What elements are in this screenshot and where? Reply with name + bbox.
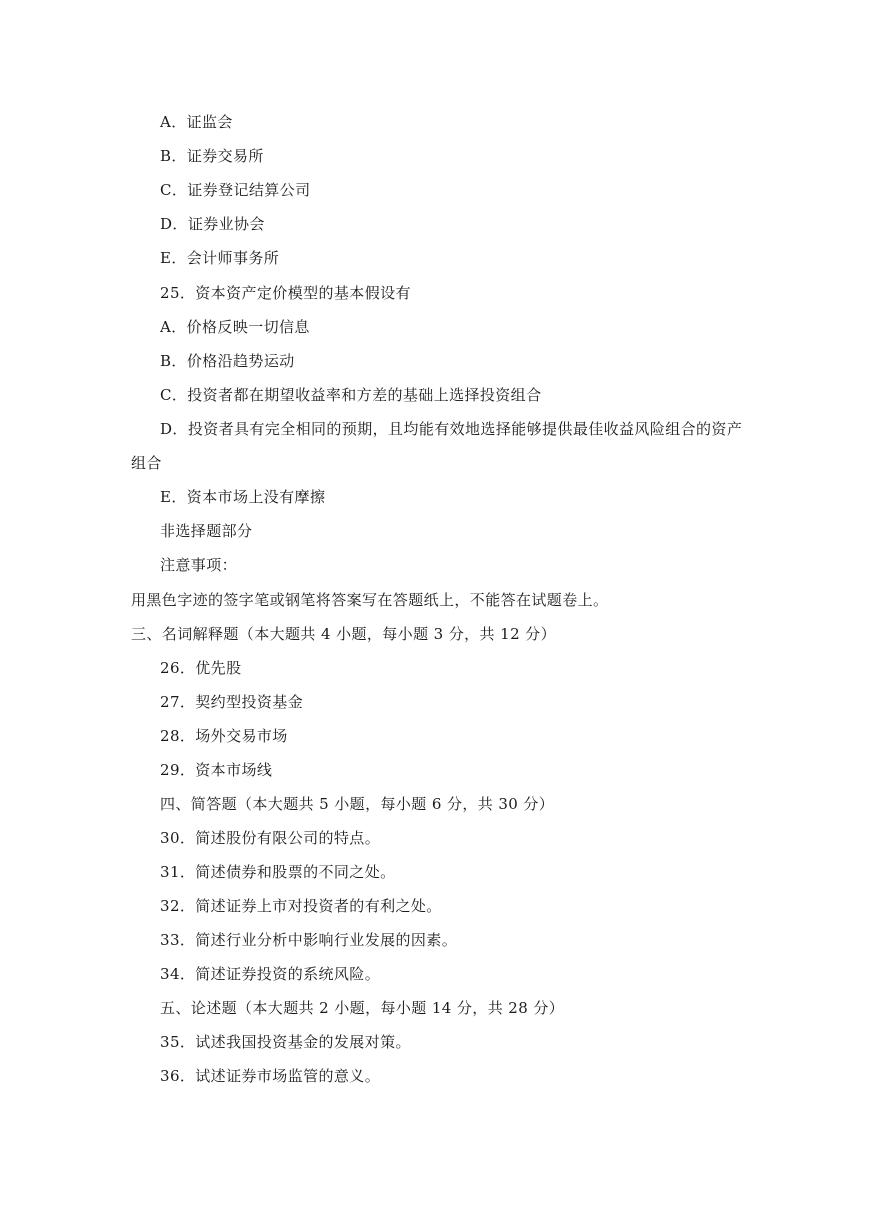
question-26: 26．优先股 xyxy=(160,659,242,677)
question-28: 28．场外交易市场 xyxy=(160,727,288,745)
question-25-option-c: C．投资者都在期望收益率和方差的基础上选择投资组合 xyxy=(160,386,542,404)
notice-text: 用黑色字迹的签字笔或钢笔将答案写在答题纸上，不能答在试题卷上。 xyxy=(131,591,609,609)
question-27: 27．契约型投资基金 xyxy=(160,693,304,711)
question-33: 33．简述行业分析中影响行业发展的因素。 xyxy=(160,931,458,949)
question-25-option-e: E．资本市场上没有摩擦 xyxy=(160,488,326,506)
section-non-choice-heading: 非选择题部分 xyxy=(160,522,253,540)
question-25-option-d: D．投资者具有完全相同的预期，且均能有效地选择能够提供最佳收益风险组合的资产 xyxy=(160,420,743,438)
option-a-csrc: A．证监会 xyxy=(160,113,233,131)
question-31: 31．简述债券和股票的不同之处。 xyxy=(160,863,396,881)
question-30: 30．简述股份有限公司的特点。 xyxy=(160,829,381,847)
question-25-option-d-continuation: 组合 xyxy=(131,454,162,472)
option-b-stock-exchange: B．证券交易所 xyxy=(160,147,264,165)
option-d-securities-association: D．证券业协会 xyxy=(160,215,265,233)
question-35: 35．试述我国投资基金的发展对策。 xyxy=(160,1033,411,1051)
section-5-heading: 五、论述题（本大题共 2 小题，每小题 14 分，共 28 分） xyxy=(160,999,565,1017)
question-36: 36．试述证券市场监管的意义。 xyxy=(160,1067,381,1085)
question-32: 32．简述证券上市对投资者的有利之处。 xyxy=(160,897,442,915)
section-3-heading: 三、名词解释题（本大题共 4 小题，每小题 3 分，共 12 分） xyxy=(131,625,556,643)
question-25-option-a: A．价格反映一切信息 xyxy=(160,318,310,336)
option-c-clearing-company: C．证券登记结算公司 xyxy=(160,181,311,199)
option-e-accounting-firm: E．会计师事务所 xyxy=(160,249,280,267)
question-34: 34．简述证券投资的系统风险。 xyxy=(160,965,381,983)
question-29: 29．资本市场线 xyxy=(160,761,273,779)
notice-heading: 注意事项： xyxy=(160,556,238,574)
question-25: 25．资本资产定价模型的基本假设有 xyxy=(160,284,411,302)
section-4-heading: 四、简答题（本大题共 5 小题，每小题 6 分，共 30 分） xyxy=(160,795,555,813)
question-25-option-b: B．价格沿趋势运动 xyxy=(160,352,295,370)
